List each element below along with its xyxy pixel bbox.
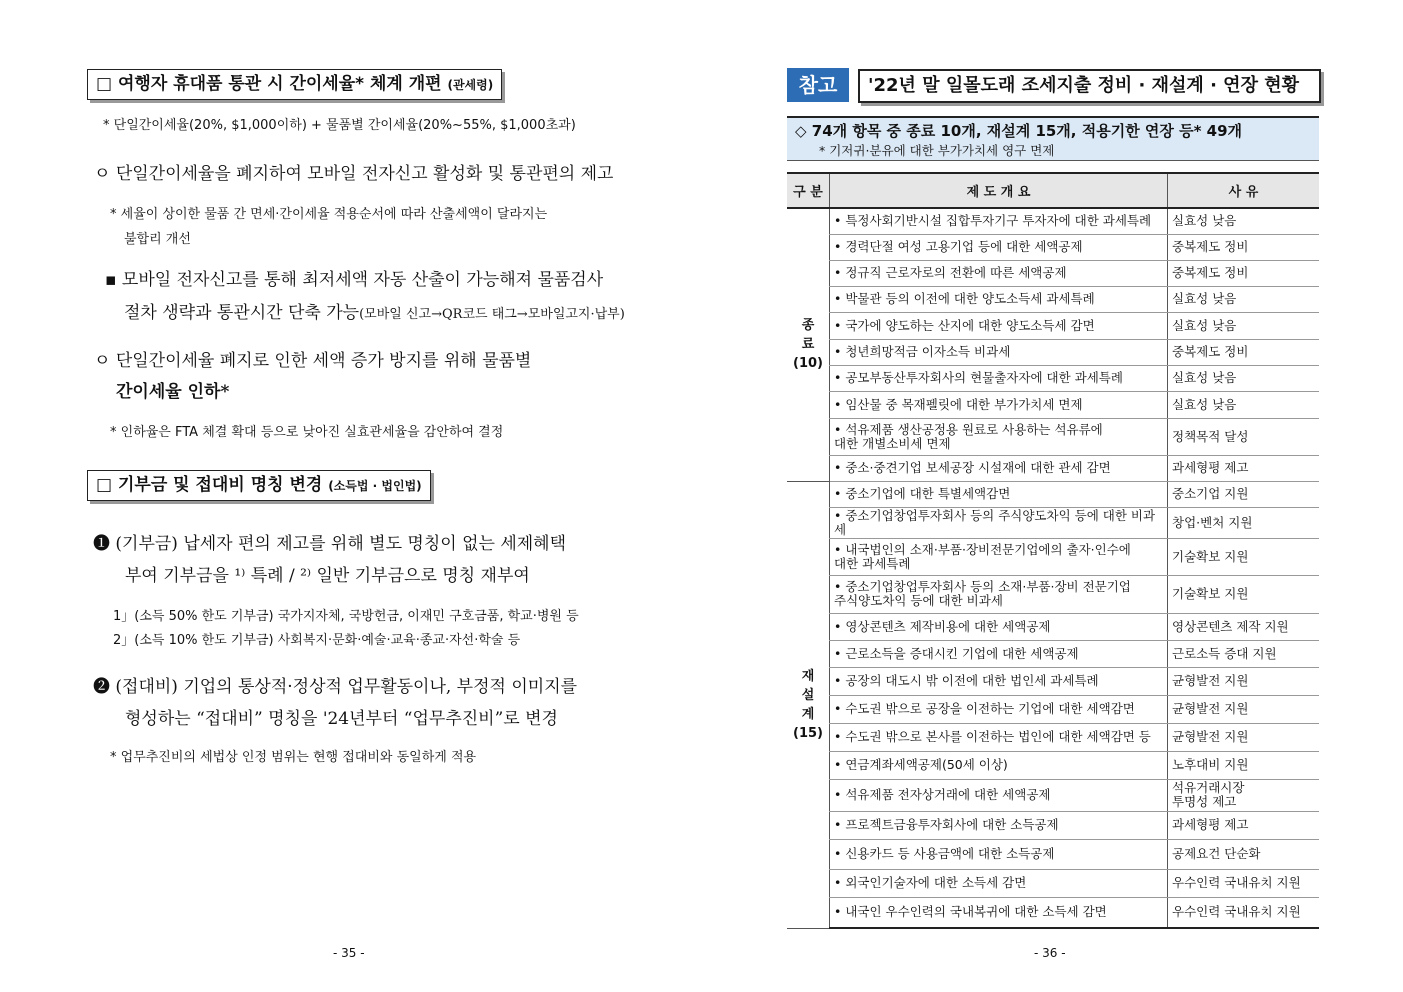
row-overview: • 수도권 밖으로 본사를 이전하는 법인에 대한 세액감면 등 <box>830 723 1168 751</box>
category-label: 료 <box>801 337 815 353</box>
table-row <box>787 312 1319 339</box>
section2-item1-line2: 부여 기부금을 ¹⁾ 특례 / ²⁾ 일반 기부금으로 명칭 재부여 <box>125 566 530 586</box>
category-label: 종 <box>801 318 815 334</box>
section1-p1-note-2: 불합리 개선 <box>124 232 191 247</box>
table-row <box>787 208 1319 234</box>
row-overview: • 프로젝트금융투자회사에 대한 소득공제 <box>830 811 1168 839</box>
row-overview: • 박물관 등의 이전에 대한 양도소득세 과세특례 <box>830 286 1168 312</box>
row-overview: • 임산물 중 목재펠릿에 대한 부가가치세 면제 <box>830 391 1168 418</box>
row-overview: • 국가에 양도하는 산지에 대한 양도소득세 감면 <box>830 312 1168 339</box>
table-row <box>787 418 1319 455</box>
row-overview: • 연금계좌세액공제(50세 이상) <box>830 751 1168 779</box>
section2-tag: (소득법 · 법인법) <box>328 479 422 493</box>
section2-fn2: 2」(소득 10% 한도 기부금) 사회복지·문화·예술·교육·종교·자선·학술 등 <box>113 633 521 648</box>
row-overview: • 내국법인의 소재·부품·장비전문기업에의 출자·인수에 대한 과세특례 <box>830 538 1168 575</box>
row-overview: • 중소기업창업투자회사 등의 주식양도차익 등에 대한 비과세 <box>830 507 1168 538</box>
row-overview: • 내국인 우수인력의 국내복귀에 대한 소득세 감면 <box>830 897 1168 928</box>
summary-box <box>787 116 1319 161</box>
table-row <box>787 391 1319 418</box>
row-overview: • 경력단절 여성 고용기업 등에 대한 세액공제 <box>830 234 1168 260</box>
section2-title-text: □ 기부금 및 접대비 명칭 변경 <box>96 475 323 495</box>
row-reason: 근로소득 증대 지원 <box>1168 640 1320 667</box>
row-overview: • 정규직 근로자로의 전환에 따른 세액공제 <box>830 260 1168 286</box>
table-row <box>787 897 1319 928</box>
table-row <box>787 339 1319 365</box>
section2-item2-line2: 형성하는 “접대비” 명칭을 '24년부터 “업무추진비”로 변경 <box>125 709 558 729</box>
table-row <box>787 286 1319 312</box>
table-row <box>787 811 1319 839</box>
row-overview: • 수도권 밖으로 공장을 이전하는 기업에 대한 세액감면 <box>830 695 1168 723</box>
row-reason: 실효성 낮음 <box>1168 286 1320 312</box>
table-row <box>787 667 1319 695</box>
header-overview: 제 도 개 요 <box>830 173 1168 208</box>
table-row <box>787 455 1319 481</box>
row-reason: 기술확보 지원 <box>1168 538 1320 575</box>
reference-title: '22년 말 일몰도래 조세지출 정비 · 재설계 · 연장 현황 <box>858 69 1321 103</box>
section1-title-text: □ 여행자 휴대품 통관 시 간이세율* 체계 개편 <box>96 74 442 94</box>
row-overview: • 특정사회기반시설 집합투자기구 투자자에 대한 과세특례 <box>830 208 1168 234</box>
page-number-left: - 35 - <box>333 946 365 960</box>
row-reason: 실효성 낮음 <box>1168 208 1320 234</box>
section1-note: * 단일간이세율(20%, $1,000이하) + 물품별 간이세율(20%~55%, $1,000초과) <box>103 118 576 133</box>
row-reason: 균형발전 지원 <box>1168 723 1320 751</box>
row-reason: 중소기업 지원 <box>1168 481 1320 507</box>
row-overview: • 공모부동산투자회사의 현물출자자에 대한 과세특례 <box>830 365 1168 391</box>
section1-p2-line1: ㅇ 단일간이세율 폐지로 인한 세액 증가 방지를 위해 물품별 <box>94 351 532 371</box>
section1-p2-line2: 간이세율 인하* <box>116 382 230 402</box>
row-overview: • 청년희망적금 이자소득 비과세 <box>830 339 1168 365</box>
header-category: 구 분 <box>787 173 830 208</box>
row-reason: 기술확보 지원 <box>1168 575 1320 613</box>
section1-p1-note-1: * 세율이 상이한 물품 간 면세·간이세율 적용순서에 따라 산출세액이 달라지는 <box>110 207 548 222</box>
section2-item2-line1: ❷ (접대비) 기업의 통상적·정상적 업무활동이나, 부정적 이미지를 <box>93 677 578 697</box>
table-body <box>787 208 1319 928</box>
row-overview: • 공장의 대도시 밖 이전에 대한 법인세 과세특례 <box>830 667 1168 695</box>
section2-item2-note: * 업무추진비의 세법상 인정 범위는 현행 접대비와 동일하게 적용 <box>110 750 477 765</box>
table-row <box>787 481 1319 507</box>
section1-p2-note: * 인하율은 FTA 체결 확대 등으로 낮아진 실효관세율을 감안하여 결정 <box>110 425 504 440</box>
category-label: 재 <box>801 668 815 684</box>
row-reason: 정책목적 달성 <box>1168 418 1320 455</box>
table-row <box>787 234 1319 260</box>
bullet-line2-main: 절차 생략과 통관시간 단축 가능 <box>124 303 360 323</box>
section1-bullet-line1: ▪ 모바일 전자신고를 통해 최저세액 자동 산출이 가능해져 물품검사 <box>105 270 604 290</box>
row-overview: • 중소기업에 대한 특별세액감면 <box>830 481 1168 507</box>
table-row <box>787 779 1319 811</box>
table-header-row <box>787 173 1319 208</box>
row-reason: 균형발전 지원 <box>1168 695 1320 723</box>
row-reason: 중복제도 정비 <box>1168 260 1320 286</box>
row-reason: 우수인력 국내유치 지원 <box>1168 897 1320 928</box>
table-row <box>787 839 1319 869</box>
summary-note: * 기저귀·분유에 대한 부가가치세 영구 면제 <box>819 143 1055 158</box>
section2-item1-line1: ❶ (기부금) 납세자 편의 제고를 위해 별도 명칭이 없는 세제혜택 <box>93 534 567 554</box>
table-row <box>787 695 1319 723</box>
row-reason: 과세형평 제고 <box>1168 455 1320 481</box>
summary-text: ◇ 74개 항목 중 종료 10개, 재설계 15개, 적용기한 연장 등* 49개 <box>795 122 1243 140</box>
table-row <box>787 613 1319 640</box>
table-row <box>787 260 1319 286</box>
table-row <box>787 507 1319 538</box>
header-reason: 사 유 <box>1168 173 1320 208</box>
section1-p1: ㅇ 단일간이세율을 폐지하여 모바일 전자신고 활성화 및 통관편의 제고 <box>94 164 614 184</box>
row-reason: 중복제도 정비 <box>1168 339 1320 365</box>
row-overview: • 근로소득을 증대시킨 기업에 대한 세액공제 <box>830 640 1168 667</box>
row-reason: 석유거래시장 투명성 제고 <box>1168 779 1320 811</box>
bullet-line2-small: (모바일 신고→QR코드 태그→모바일고지·납부) <box>359 307 625 322</box>
row-overview: • 석유제품 생산공정용 원료로 사용하는 석유류에 대한 개별소비세 면제 <box>830 418 1168 455</box>
category-redesigned <box>787 481 830 928</box>
row-overview: • 영상콘텐츠 제작비용에 대한 세액공제 <box>830 613 1168 640</box>
table-row <box>787 751 1319 779</box>
sunset-table <box>787 172 1319 929</box>
row-reason: 실효성 낮음 <box>1168 312 1320 339</box>
page-number-right: - 36 - <box>1034 946 1066 960</box>
table-row <box>787 575 1319 613</box>
table-row <box>787 640 1319 667</box>
row-overview: • 중소·중견기업 보세공장 시설재에 대한 관세 감면 <box>830 455 1168 481</box>
row-reason: 공제요건 단순화 <box>1168 839 1320 869</box>
section1-tag: (관세령) <box>447 78 494 92</box>
table-row <box>787 538 1319 575</box>
table-row <box>787 869 1319 897</box>
row-reason: 중복제도 정비 <box>1168 234 1320 260</box>
row-reason: 우수인력 국내유치 지원 <box>1168 869 1320 897</box>
row-overview: • 외국인기술자에 대한 소득세 감면 <box>830 869 1168 897</box>
row-overview: • 석유제품 전자상거래에 대한 세액공제 <box>830 779 1168 811</box>
row-reason: 실효성 낮음 <box>1168 365 1320 391</box>
category-label: (15) <box>793 725 823 741</box>
category-terminated <box>787 208 830 481</box>
row-overview: • 중소기업창업투자회사 등의 소재·부품·장비 전문기업 주식양도차익 등에 대한 비과세 <box>830 575 1168 613</box>
section2-fn1: 1」(소득 50% 한도 기부금) 국가지자체, 국방헌금, 이재민 구호금품, 학교·병원 등 <box>113 609 579 624</box>
row-overview: • 신용카드 등 사용금액에 대한 소득공제 <box>830 839 1168 869</box>
row-reason: 실효성 낮음 <box>1168 391 1320 418</box>
category-label: 계 <box>801 706 815 722</box>
table-row <box>787 365 1319 391</box>
row-reason: 노후대비 지원 <box>1168 751 1320 779</box>
section2-title <box>87 470 431 501</box>
category-label: 설 <box>801 687 815 703</box>
row-reason: 과세형평 제고 <box>1168 811 1320 839</box>
row-reason: 영상콘텐츠 제작 지원 <box>1168 613 1320 640</box>
section1-title <box>87 69 502 100</box>
row-reason: 균형발전 지원 <box>1168 667 1320 695</box>
category-label: (10) <box>793 356 823 372</box>
section1-bullet-line2 <box>124 298 625 323</box>
reference-label: 참고 <box>787 68 849 102</box>
row-reason: 창업·벤처 지원 <box>1168 507 1320 538</box>
table-row <box>787 723 1319 751</box>
